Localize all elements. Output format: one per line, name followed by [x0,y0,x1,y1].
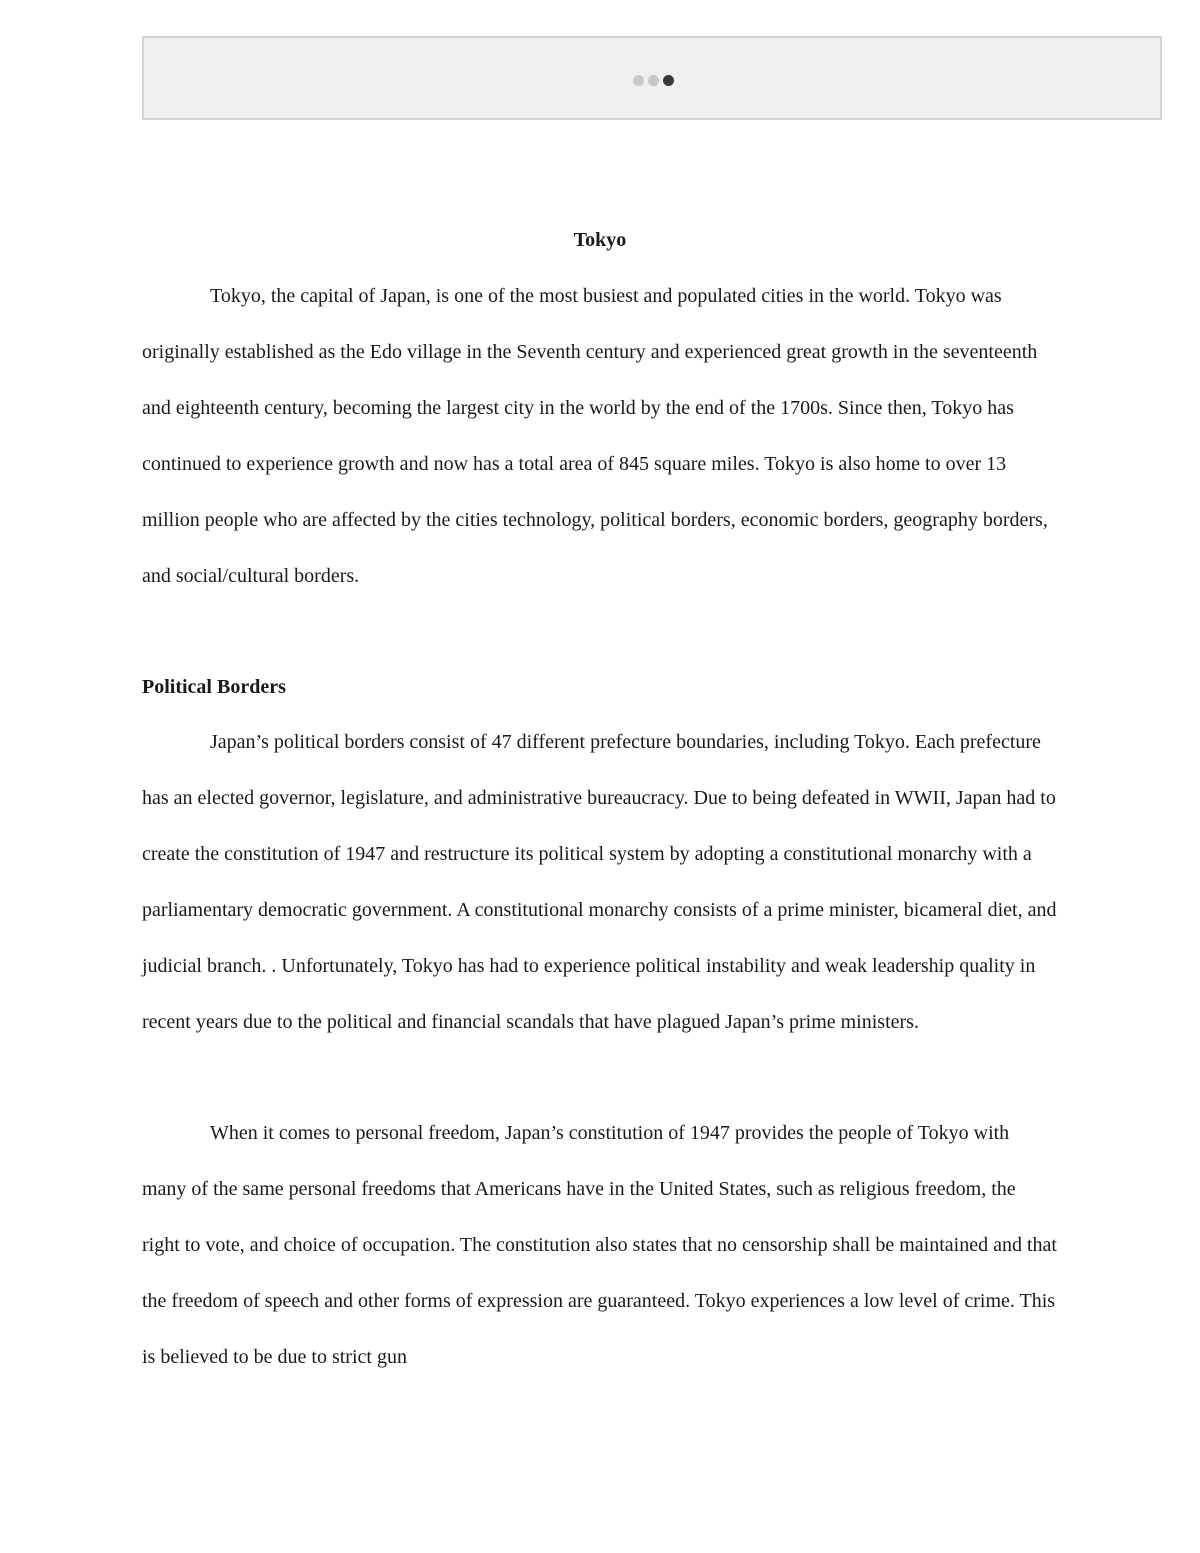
loading-dot-active-icon [663,75,674,86]
political-borders-paragraph-2: When it comes to personal freedom, Japan’s constitution of 1947 provides the people of Tokyo with many of the same personal freedoms that Americans have in the United States, such as religious freedom, the right to vote, and choice of occupation. The constitution also states that no censorship shall be maintained and that the freedom of speech and other forms of expression are guaranteed. Tokyo experiences a low level of crime. This is believed to be due to strict gun [142,1122,1057,1368]
section-heading-political-borders: Political Borders [142,676,286,698]
political-borders-paragraph-1: Japan’s political borders consist of 47 different prefecture boundaries, including Tokyo. Each prefecture has an elected governor, legislature, and administrative bureaucracy. Due to being defeated in WWII, Japan had to create the constitution of 1947 and restructure its political system by adopting a constitutional monarchy with a parliamentary democratic government. A constitutional monarchy consists of a prime minister, bicameral diet, and judicial branch. . Unfortunately, Tokyo has had to experience political instability and weak leadership quality in recent years due to the political and financial scandals that have plagued Japan’s prime ministers. [142,731,1057,1033]
loading-dot-icon [633,75,644,86]
intro-paragraph: Tokyo, the capital of Japan, is one of the most busiest and populated cities in the world. Tokyo was originally established as the Edo village in the Seventh century and experienced great growth in the seventeenth and eighteenth century, becoming the largest city in the world by the end of the 1700s. Since then, Tokyo has continued to experience growth and now has a total area of 845 square miles. Tokyo is also home to over 13 million people who are affected by the cities technology, political borders, economic borders, geography borders, and social/cultural borders. [142,285,1048,587]
header-placeholder [142,36,1162,120]
loading-indicator [633,75,674,86]
document-title: Tokyo [573,229,627,251]
loading-dot-icon [648,75,659,86]
